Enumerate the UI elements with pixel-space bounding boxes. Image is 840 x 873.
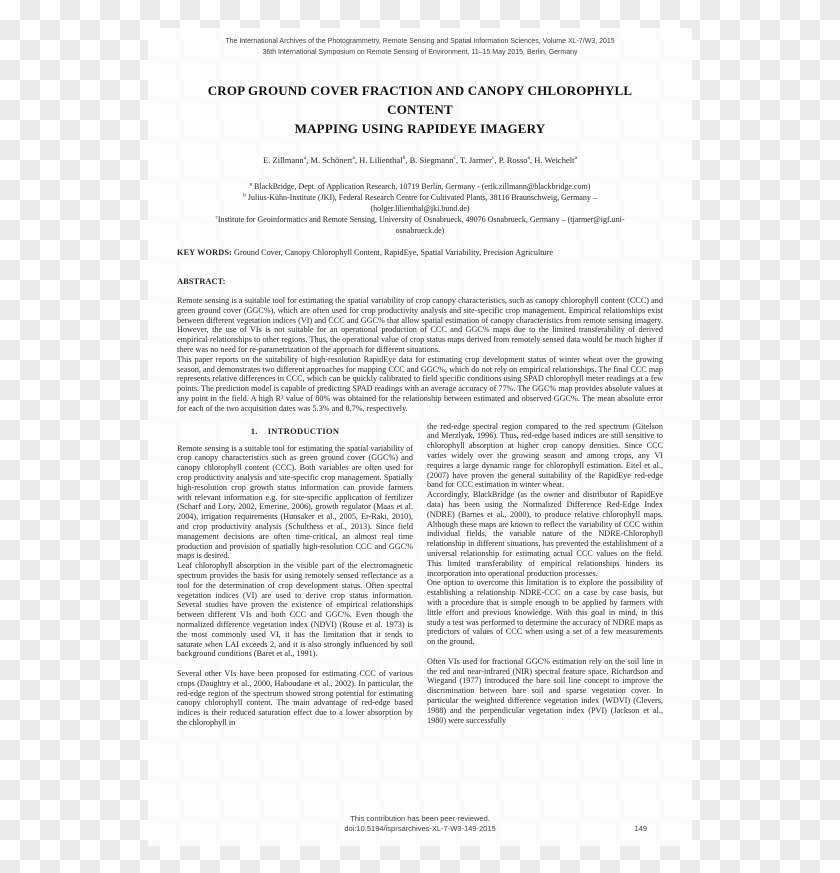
paragraph: Several other VIs have been proposed for estimating CCC of various crops (Daughtry et al., 2000, Haboudane et al., 2002). In particular, the red-edge region of the spectrum showed strong potential for estimating canopy chlorophyll content. The main advantage of red-edge based indices is their reduced saturation effect due to a lower absorption by the chlorophyll in <box>177 669 413 728</box>
paragraph: Remote sensing is a suitable tool for estimating the spatial variability of crop canopy characteristics such as green ground cover (GGC%) and canopy chlorophyll content (CCC). Both variables are often used for crop productivity analysis and site-specific crop management. Spatially high-resolution crop growth status information can provide farmers with relevant information e.g. for site-specific application of fertilizer (Scharf and Lory, 2002, Emerine, 2006), growth regulator (Maas et al. 2004), irrigation requirements (Hunsaker et al., 2005, Er-Raki, 2010), and crop productivity analysis (Schulthess et al., 2013). Since field management decisions are often time-critical, an almost real time production and provision of spatially high-resolution CCC and GGC% maps is desired. <box>177 443 413 561</box>
journal-header <box>177 28 663 58</box>
author: T. Jarmer$^c$ <box>460 155 495 165</box>
two-column-body <box>177 422 663 728</box>
left-column-paragraphs <box>177 444 413 728</box>
affiliation-line: $^b$ Julius-Kühn-Institute (JKI), Federal Research Centre for Cultivated Plants, 38116 Braunschweig, Germany – <box>243 192 597 202</box>
paragraph: Leaf chlorophyll absorption in the visible part of the electromagnetic spectrum provides the basis for using remotely sensed reflectance as a tool for the determination of crop development status. Often spectral vegetation indices (VI) are used to derive crop status information. Several studies have proven the existence of empirical relationships between different VIs and both CCC and GGC%. Even though the normalized difference vegetation index (NDVI) (Rouse et al. 1973) is the most commonly used VI, it has the limitation that it tends to saturate when LAI exceeds 2, and it is also strongly influenced by soil background conditions (Baret et al., 1991). <box>177 561 413 659</box>
paragraph: One option to overcome this limitation is to explore the possibility of establishing a relationship NDRE-CCC on a case by case basis, but with a procedure that is simple enough to be applied by farmers with little effort and previous knowledge. With this goal in mind, in this study a test was performed to determine the accuracy of NDRE maps as predictors of values of CCC when using a set of a few measurements on the ground. <box>427 578 663 647</box>
author: H. Weichelt$^a$ <box>534 155 577 165</box>
introduction-heading-number: 1. <box>250 425 258 436</box>
introduction-heading-text: INTRODUCTION <box>267 425 340 436</box>
keywords-line <box>177 248 663 257</box>
paper-title-line1: CROP GROUND COVER FRACTION AND CANOPY CHLOROPHYLL CONTENT <box>207 83 633 117</box>
author: H. Lilienthal$^b$ <box>359 155 406 165</box>
paragraph: Accordingly, BlackBridge (as the owner and distributor of RapidEye data) has been using the Normalized Difference Red-Edge Index (NDRE) (Barnes et al., 2000), to produce relative chlorophyll maps. Although these maps are known to reflect the variability of CCC within individual fields, the variable nature of the NDRE-Chlorophyll relationship in different situations, has prevented the establishment of a universal relationship for estimating actual CCC values on the field. This limited transferability of empirical relationships hinders its incorporation into operational production processes. <box>427 490 663 578</box>
page-footer <box>177 814 663 834</box>
affiliation-block <box>177 181 663 236</box>
doi-line: doi:10.5194/isprsarchives-XL-7-W3-149-2015 <box>344 824 496 833</box>
author: E. Zillmann$^a$ <box>263 155 307 165</box>
keywords-text: Ground Cover, Canopy Chlorophyll Content, RapidEye, Spatial Variability, Precision Agriculture <box>234 248 553 257</box>
left-column <box>177 422 413 728</box>
affiliation-line: $^a$ BlackBridge, Dept. of Application Research, 10719 Berlin, Germany - (erik.zillmann@blackbridge.com) <box>249 181 591 191</box>
author: P. Rosso$^a$ <box>498 155 530 165</box>
paragraph: Remote sensing is a suitable tool for estimating the spatial variability of crop canopy characteristics, such as canopy chlorophyll content (CCC) and green ground cover (GGC%), which are often used for crop productivity analysis and site-specific crop management. Empirical relationships exist between different vegetation indices (VI) and CCC and GGC% that allow spatial estimation of canopy characteristics from remote sensing imagery. However, the use of VIs is not suitable for an operational production of CCC and GGC% maps due to the limited transferability of derived empirical relationships to other regions. Thus, the operational value of crop status maps derived from remotely sensed data would be much higher if there was no need for re-parametrization of the approach for different situations. <box>177 296 663 354</box>
introduction-heading <box>177 426 413 436</box>
affiliation-line: (holger.lilienthal@jki.bund.de) <box>370 204 470 213</box>
paper-page <box>148 28 692 846</box>
author-list: E. Zillmann$^a$, M. Schönert$^a$, H. Lilienthal$^b$, B. Siegmann$^c$, T. Jarmer$^c$, P. Rosso$^a$, H. Weichelt$^a$ <box>263 155 577 165</box>
paragraph: This paper reports on the suitability of high-resolution RapidEye data for estimating crop development status of winter wheat over the growing season, and demonstrates two different approaches for mapping CCC and GGC%, which do not rely on empirical relationships. The final CCC map represents relative differences in CCC, which can be quickly calibrated to field specific conditions using SPAD chlorophyll meter readings at a few points. The prediction model is capable of predicting SPAD readings with an average accuracy of 77%. The GGC% map provides absolute values at any point in the field. A high R² value of 80% was obtained for the relationship between estimated and observed GGC%. The mean absolute error for each of the two acquisition dates was 5.3% and 8.7%, respectively. <box>177 354 663 413</box>
author: B. Siegmann$^c$ <box>409 155 456 165</box>
peer-review-note: This contribution has been peer-reviewed. <box>350 814 490 823</box>
abstract-body <box>177 296 663 414</box>
paragraph: Often VIs used for fractional GGC% estimation rely on the soil line in the red and near-infrared (NIR) spectral feature space. Richardson and Wiegand (1977) introduced the bare soil line concept to improve the discrimination between bare soil and sparse vegetation cover. In particular the weighted difference vegetation index (WDVI) (Clevers, 1988) and the perpendicular vegetation index (PVI) (Jackson et al., 1980) were successfully <box>427 656 663 725</box>
paper-content <box>177 28 663 833</box>
abstract-heading: ABSTRACT: <box>177 276 226 286</box>
journal-header-line1: The International Archives of the Photogrammetry, Remote Sensing and Spatial Information Sciences, Volume XL-7/W3, 2015 <box>225 38 615 45</box>
paper-title <box>177 81 663 138</box>
journal-header-line2: 36th International Symposium on Remote Sensing of Environment, 11–15 May 2015, Berlin, Germany <box>262 48 578 56</box>
paragraph: the red-edge spectral region compared to the red spectrum (Gitelson and Merzlyak, 1996). Thus, red-edge based indices are still sensitive to chlorophyll absorption at higher crop canopy densities. Since CCC varies widely over the growing season and among crops, any VI requires a large dynamic range for chlorophyll estimation. Eitel et al., (2007) have proven the general suitability of the RapidEye red-edge band for CCC estimation in winter wheat. <box>427 421 663 490</box>
keywords-label: KEY WORDS: <box>177 248 232 257</box>
affiliation-line: osnabrueck.de) <box>395 226 445 235</box>
page-number: 149 <box>634 824 647 833</box>
right-column-paragraphs <box>427 422 663 726</box>
author: M. Schönert$^a$ <box>310 155 355 165</box>
paper-title-line2: MAPPING USING RAPIDEYE IMAGERY <box>294 121 546 136</box>
affiliation-line: $^c$Institute for Geoinformatics and Remote Sensing, University of Osnabrueck, 49076 Osnabrueck, Germany – (tjarmer@igf.uni- <box>215 214 625 224</box>
right-column <box>427 422 663 728</box>
